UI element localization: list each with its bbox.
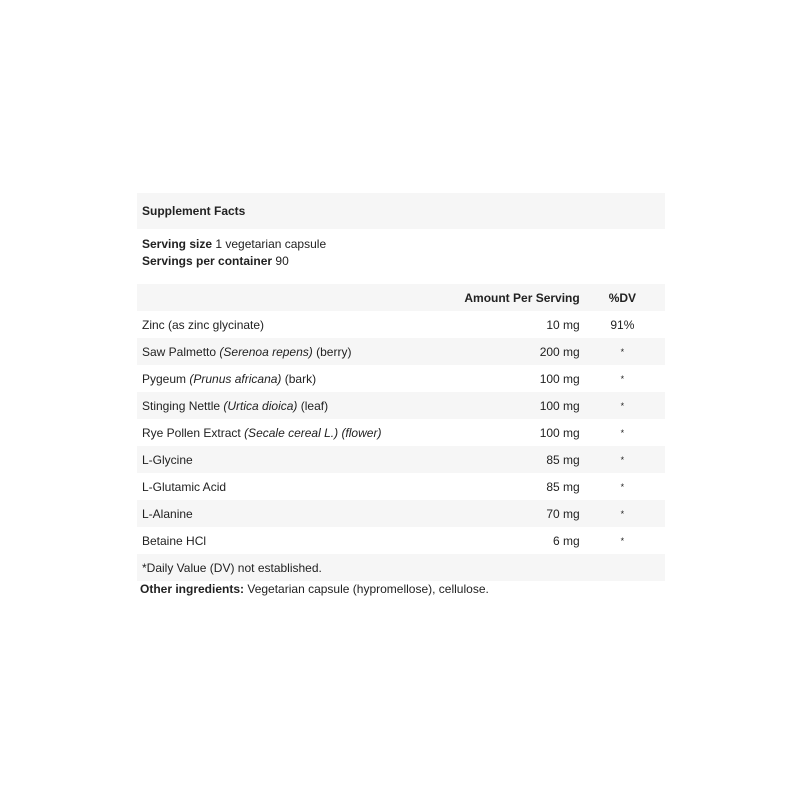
supplement-facts-panel bbox=[137, 193, 665, 596]
dv-cell: * bbox=[580, 446, 665, 473]
amount-cell: 100 mg bbox=[539, 425, 580, 440]
dv-cell: * bbox=[620, 481, 625, 492]
amount-cell: 70 mg bbox=[439, 500, 580, 527]
dv-footnote: *Daily Value (DV) not established. bbox=[137, 554, 665, 581]
amount-cell: 200 mg bbox=[439, 338, 580, 365]
dv-cell: * bbox=[620, 427, 625, 438]
dv-cell: * bbox=[580, 392, 665, 419]
ingredient-name: Saw Palmetto bbox=[142, 344, 217, 359]
ingredient-plant-part: (bark) bbox=[284, 371, 317, 386]
amount-cell: 100 mg bbox=[439, 392, 580, 419]
table-row bbox=[137, 500, 665, 527]
servings-per-container-value: 90 bbox=[275, 254, 289, 268]
other-ingredients bbox=[137, 582, 665, 596]
ingredient-latin-name: (Urtica dioica) bbox=[223, 398, 298, 413]
ingredient-name: Stinging Nettle bbox=[142, 398, 221, 413]
ingredient-name: Rye Pollen Extract bbox=[142, 425, 241, 440]
table-row bbox=[137, 446, 665, 473]
ingredient-name: Pygeum bbox=[142, 371, 187, 386]
servings-per-container-line bbox=[142, 253, 660, 270]
header-name bbox=[137, 284, 439, 311]
table-row bbox=[137, 311, 665, 338]
ingredient-latin-name: (Secale cereal L.) (flower) bbox=[244, 425, 382, 440]
amount-cell: 85 mg bbox=[546, 479, 580, 494]
servings-per-container-label: Servings per container bbox=[142, 254, 273, 268]
table-row bbox=[137, 365, 665, 392]
table-row bbox=[137, 527, 665, 554]
other-ingredients-value: Vegetarian capsule (hypromellose), cellulose. bbox=[247, 582, 489, 596]
ingredient-plant-part: (berry) bbox=[316, 344, 352, 359]
table-header-row bbox=[137, 284, 665, 311]
serving-info bbox=[137, 229, 665, 277]
amount-cell: 85 mg bbox=[439, 446, 580, 473]
ingredient-name-cell bbox=[137, 338, 439, 365]
ingredient-name-cell bbox=[137, 392, 439, 419]
table-row bbox=[137, 473, 665, 500]
header-amount: Amount Per Serving bbox=[439, 284, 580, 311]
ingredient-name-cell bbox=[137, 527, 439, 554]
panel-title: Supplement Facts bbox=[137, 193, 665, 229]
dv-cell: * bbox=[580, 338, 665, 365]
table-row bbox=[137, 392, 665, 419]
dv-cell: 91% bbox=[610, 317, 635, 332]
header-dv: %DV bbox=[580, 284, 665, 311]
ingredient-latin-name: (Prunus africana) bbox=[189, 371, 282, 386]
dv-cell: * bbox=[580, 500, 665, 527]
ingredient-name: Zinc (as zinc glycinate) bbox=[142, 317, 265, 332]
ingredient-name-cell bbox=[137, 365, 439, 392]
ingredient-plant-part: (leaf) bbox=[300, 398, 329, 413]
nutrient-table bbox=[137, 284, 665, 554]
serving-size-value: 1 vegetarian capsule bbox=[215, 237, 327, 251]
ingredient-name: L-Alanine bbox=[142, 506, 193, 521]
ingredient-name-cell bbox=[137, 311, 439, 338]
ingredient-name: Betaine HCl bbox=[142, 533, 207, 548]
ingredient-name-cell bbox=[137, 446, 439, 473]
amount-cell: 100 mg bbox=[539, 371, 580, 386]
dv-cell: * bbox=[620, 373, 625, 384]
other-ingredients-label: Other ingredients: bbox=[140, 582, 245, 596]
serving-size-line bbox=[142, 236, 660, 253]
ingredient-name-cell bbox=[137, 473, 439, 500]
serving-size-label: Serving size bbox=[142, 237, 213, 251]
nutrient-rows bbox=[137, 311, 665, 554]
ingredient-name: L-Glycine bbox=[142, 452, 193, 467]
amount-cell: 6 mg bbox=[553, 533, 580, 548]
table-row bbox=[137, 338, 665, 365]
ingredient-name: L-Glutamic Acid bbox=[142, 479, 227, 494]
ingredient-latin-name: (Serenoa repens) bbox=[219, 344, 313, 359]
ingredient-name-cell bbox=[137, 500, 439, 527]
amount-cell: 10 mg bbox=[546, 317, 580, 332]
ingredient-name-cell bbox=[137, 419, 439, 446]
dv-cell: * bbox=[620, 535, 625, 546]
table-row bbox=[137, 419, 665, 446]
